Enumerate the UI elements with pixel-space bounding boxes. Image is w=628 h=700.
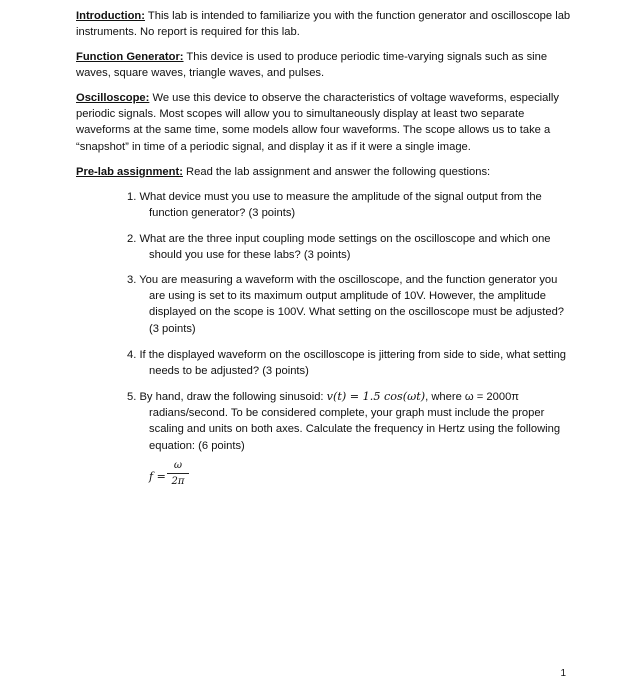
formula-fraction [167, 459, 189, 488]
oscilloscope-text: We use this device to observe the characteristics of voltage waveforms, especially periodic signals. Most scopes will allow you to simultaneously display at least two separate waveforms at the same time, some models allow four waveforms. The scope allows us to take a “snapshot” in time of a periodic signal, and display it as if it were a single image. [76, 92, 559, 153]
question-4 [112, 347, 572, 379]
oscilloscope-heading: Oscilloscope: [76, 92, 150, 104]
fraction-bar [167, 473, 189, 474]
question-2 [112, 231, 572, 263]
frequency-formula [149, 459, 219, 497]
formula-lhs: f = [149, 470, 166, 483]
intro-text: This lab is intended to familiarize you with the function generator and oscilloscope lab instruments. No report is required for this lab. [76, 10, 571, 39]
question-4-text: 4. If the displayed waveform on the oscilloscope is jittering from side to side, what setting needs to be adjusted? (3 points) [127, 349, 567, 378]
prelab-heading: Pre-lab assignment: [76, 166, 183, 178]
prelab-text: Read the lab assignment and answer the following questions: [182, 166, 491, 178]
function-generator-text: This device is used to produce periodic time-varying signals such as sine waves, square waves, triangle waves, and pulses. [76, 51, 548, 80]
page-number: 1 [560, 668, 566, 679]
question-1 [112, 189, 572, 221]
question-5-part1: 5. By hand, draw the following sinusoid: [127, 391, 327, 403]
sinusoid-equation: v(t) = 1.5 cos(ωt) [326, 390, 426, 403]
question-3 [112, 272, 572, 337]
question-3-text: 3. You are measuring a waveform with the oscilloscope, and the function generator you are using is set to its maximum output amplitude of 10V. However, the amplitude displayed on the scope is 100V. What setting on the oscilloscope must be adjusted? (3 points) [127, 274, 565, 335]
question-5 [112, 389, 572, 454]
function-generator-paragraph [76, 49, 576, 81]
intro-paragraph [76, 8, 576, 40]
intro-heading: Introduction: [76, 10, 145, 22]
function-generator-heading: Function Generator: [76, 51, 184, 63]
prelab-paragraph [76, 164, 576, 180]
question-5-part2: , where ω = 2000π radians/second. To be considered complete, your graph must include the proper scaling and units on both axes. Calculate the frequency in Hertz using the following equation: (6 points) [149, 391, 561, 452]
formula-numerator: ω [173, 460, 183, 471]
formula-denominator: 2π [171, 476, 185, 487]
question-5-text [127, 389, 572, 454]
question-2-text: 2. What are the three input coupling mode settings on the oscilloscope and which one should you use for these labs? (3 points) [127, 233, 551, 262]
question-1-text: 1. What device must you use to measure the amplitude of the signal output from the function generator? (3 points) [127, 191, 542, 220]
oscilloscope-paragraph [76, 90, 576, 155]
